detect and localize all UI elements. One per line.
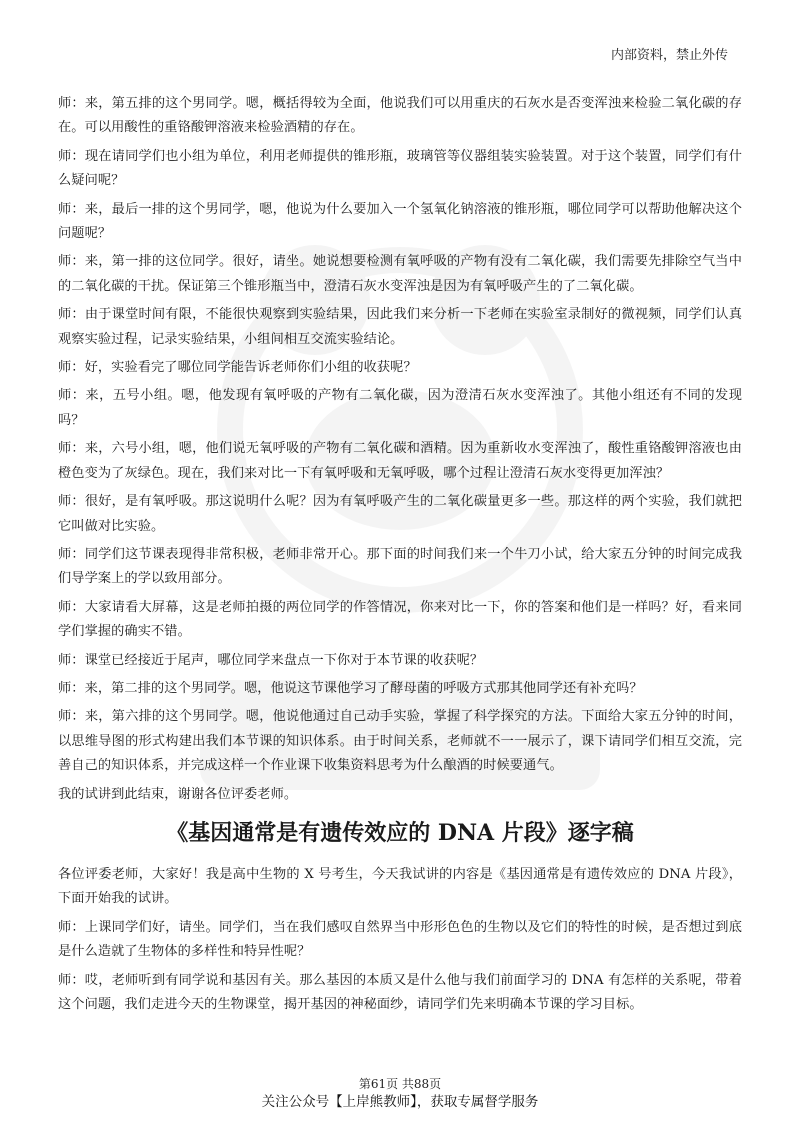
header-note: 内部资料，禁止外传 (610, 48, 728, 63)
paragraph: 我的试讲到此结束，谢谢各位评委老师。 (58, 786, 298, 802)
paragraph: 师：同学们这节课表现得非常积极，老师非常开心。那下面的时间我们来一个牛刀小试，给大家五分钟的时间完成我们导学案上的学以致用部分。 (58, 546, 742, 587)
section-title: 《基因通常是有遗传效应的 DNA 片段》逐字稿 (166, 819, 634, 846)
paragraph: 师：来，六号小组，嗯，他们说无氧呼吸的产物有二氧化碳和酒精。因为重新收水变浑浊了，酸性重铬酸钾溶液也由橙色变为了灰绿色。现在，我们来对比一下有氧呼吸和无氧呼吸，哪个过程让澄清石灰水变得更加浑浊？ (58, 441, 742, 481)
paragraph: 师：上课同学们好，请坐。同学们，当在我们感叹自然界当中形形色色的生物以及它们的特性的时候，是否想过到底是什么造就了生物体的多样性和特异性呢？ (58, 919, 742, 960)
paragraph: 师：大家请看大屏幕，这是老师拍摄的两位同学的作答情况，你来对比一下，你的答案和他们是一样吗？好，看来同学们掌握的确实不错。 (58, 599, 742, 640)
paragraph: 师：来，最后一排的这个男同学，嗯，他说为什么要加入一个氢氧化钠溶液的锥形瓶，哪位同学可以帮助他解决这个问题呢？ (58, 201, 742, 242)
paragraph: 师：由于课堂时间有限，不能很快观察到实验结果，因此我们来分析一下老师在实验室录制好的微视频，同学们认真观察实验过程，记录实验结果，小组间相互交流实验结论。 (58, 307, 742, 347)
paragraph: 师：好，实验看完了哪位同学能告诉老师你们小组的收获呢？ (58, 360, 417, 376)
paragraph: 师：来，五号小组。嗯，他发现有氧呼吸的产物有二氧化碳，因为澄清石灰水变浑浊了。其他小组还有不同的发现吗？ (58, 388, 742, 428)
paragraph: 师：来，第一排的这位同学。很好，请坐。她说想要检测有氧呼吸的产物有没有二氧化碳，我们需要先排除空气当中的二氧化碳的干扰。保证第三个锥形瓶当中，澄清石灰水变浑浊是因为有氧呼吸产生的了二氧化碳。 (58, 254, 742, 294)
paragraph: 各位评委老师，大家好！我是高中生物的 X 号考生，今天我试讲的内容是《基因通常是有遗传效应的 DNA 片段》，下面开始我的试讲。 (58, 866, 742, 907)
paragraph: 师：课堂已经接近于尾声，哪位同学来盘点一下你对于本节课的收获呢？ (58, 652, 484, 668)
page-number: 第61页 共88页 (358, 1077, 442, 1091)
document-body (58, 92, 742, 1021)
paragraph: 师：来，第五排的这个男同学。嗯，概括得较为全面，他说我们可以用重庆的石灰水是否变浑浊来检验二氧化碳的存在。可以用酸性的重铬酸钾溶液来检验酒精的存在。 (58, 96, 742, 136)
footer-note: 关注公众号【上岸熊教师】，获取专属督学服务 (261, 1094, 539, 1110)
paragraph: 师：很好，是有氧呼吸。那这说明什么呢？因为有氧呼吸产生的二氧化碳量更多一些。那这样的两个实验，我们就把它叫做对比实验。 (58, 494, 742, 534)
paragraph: 师：来，第二排的这个男同学。嗯，他说这节课他学习了酵母菌的呼吸方式那其他同学还有补充吗？ (58, 680, 643, 696)
paragraph: 师：现在请同学们也小组为单位，利用老师提供的锥形瓶，玻璃管等仪器组装实验装置。对于这个装置，同学们有什么疑问呢？ (58, 148, 742, 189)
paragraph: 师：来，第六排的这个男同学。嗯，他说他通过自己动手实验，掌握了科学探究的方法。下面给大家五分钟的时间，以思维导图的形式构建出我们本节课的知识体系。由于时间关系，老师就不一一展示了，课下请同学们相互交流，完善自己的知识体系，并完成这样一个作业课下收集资料思考为什么酿酒的时候要通气。 (58, 709, 742, 774)
paragraph: 师：哎，老师听到有同学说和基因有关。那么基因的本质又是什么他与我们前面学习的 DNA 有怎样的关系呢，带着这个问题，我们走进今天的生物课堂，揭开基因的神秘面纱，请同学们先来明确本节课的学习目标。 (58, 972, 742, 1012)
